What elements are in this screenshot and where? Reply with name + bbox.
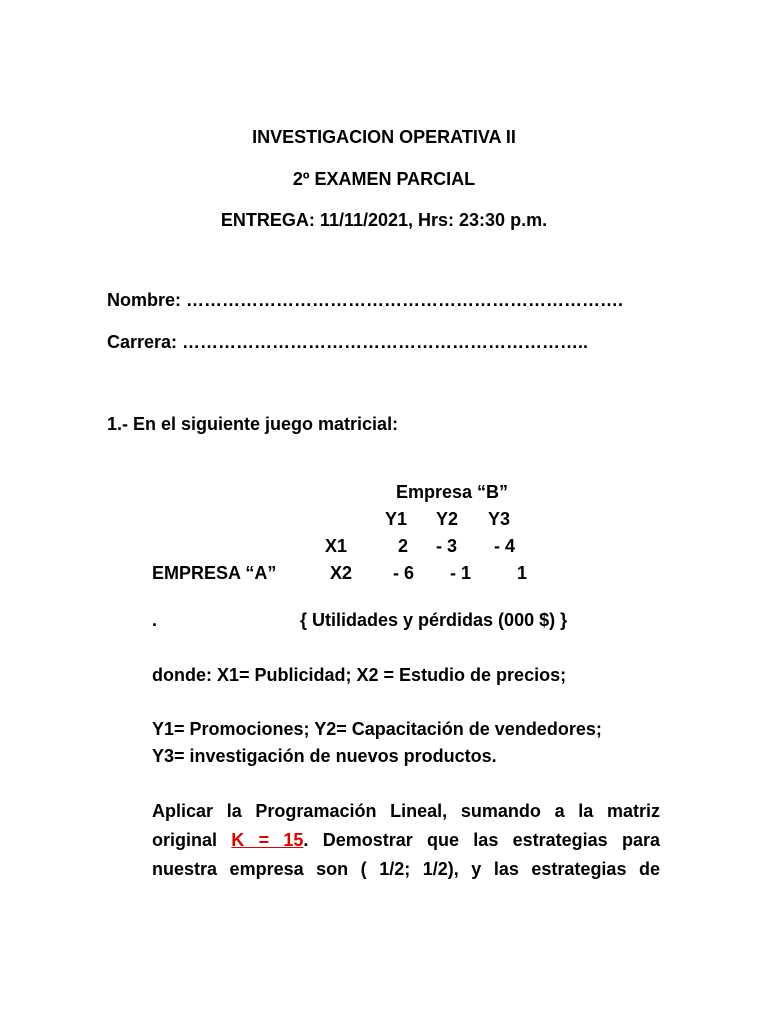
paragraph-line: Aplicar la Programación Lineal, sumando a la matriz: [152, 801, 660, 821]
matrix-cell: 1: [517, 563, 528, 583]
column-header-y1: Y1: [385, 509, 408, 529]
column-header-y3: Y3: [488, 509, 511, 529]
column-header-y2: Y2: [436, 509, 459, 529]
matrix-cell: - 4: [494, 536, 516, 556]
y-definitions-line-2: Y3= investigación de nuevos productos.: [152, 746, 497, 766]
exam-title: 2º EXAMEN PARCIAL: [292, 169, 476, 189]
company-b-label: Empresa “B”: [396, 482, 509, 502]
company-a-label: EMPRESA “A”: [152, 563, 277, 583]
units-note: { Utilidades y pérdidas (000 $) }: [300, 610, 568, 630]
instructions-paragraph: [152, 797, 660, 884]
bullet-dot: .: [152, 610, 158, 630]
row-header-x1: X1: [325, 536, 348, 556]
course-title: INVESTIGACION OPERATIVA II: [252, 127, 516, 147]
matrix-cell: - 1: [450, 563, 472, 583]
question-heading: 1.- En el siguiente juego matricial:: [107, 414, 399, 434]
paragraph-text: . Demostrar que las estrategias para: [303, 830, 660, 850]
name-field: Nombre: ……………………………………………………………….: [107, 290, 624, 310]
delivery-date: ENTREGA: 11/11/2021, Hrs: 23:30 p.m.: [220, 210, 548, 230]
x-definitions: donde: X1= Publicidad; X2 = Estudio de precios;: [152, 665, 567, 685]
matrix-cell: 2: [398, 536, 409, 556]
matrix-cell: - 3: [436, 536, 458, 556]
k-value: K = 15: [231, 830, 304, 850]
paragraph-line: [152, 826, 660, 855]
matrix-cell: - 6: [393, 563, 415, 583]
y-definitions-line-1: Y1= Promociones; Y2= Capacitación de vendedores;: [152, 719, 602, 739]
row-header-x2: X2: [330, 563, 353, 583]
paragraph-text: original: [152, 830, 232, 850]
paragraph-line: nuestra empresa son ( 1/2; 1/2), y las estrategias de: [152, 859, 660, 879]
career-field: Carrera: …………………………………………………………..: [107, 332, 589, 352]
